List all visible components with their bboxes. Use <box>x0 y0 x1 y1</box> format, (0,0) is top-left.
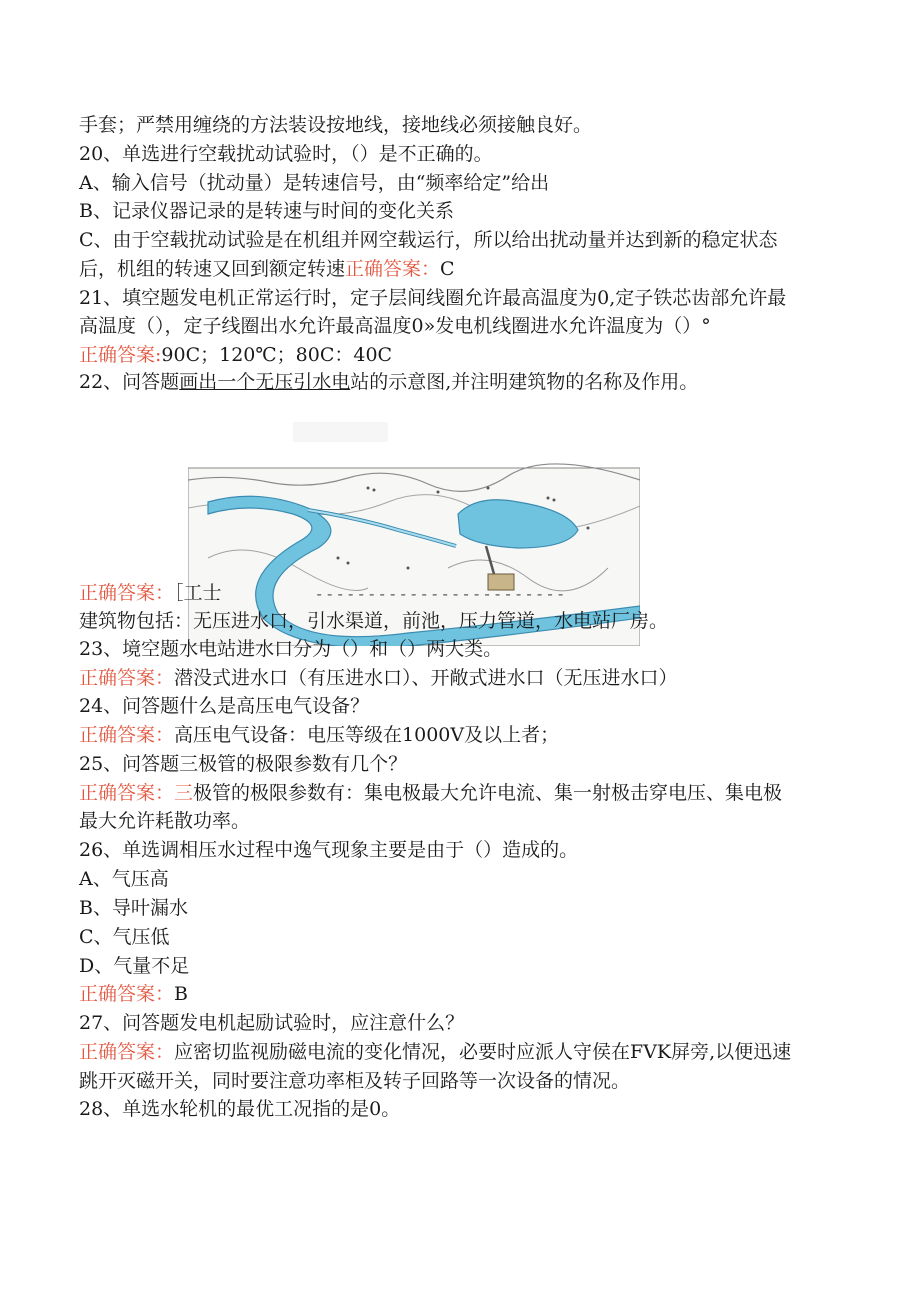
answer-26 <box>79 982 188 1006</box>
option-b <box>79 896 188 920</box>
option-c <box>79 925 170 949</box>
answer-label: 正确答案： <box>79 582 175 604</box>
text-line <box>79 113 592 137</box>
answer-25-cont <box>79 809 250 833</box>
answer-21 <box>79 343 392 367</box>
text: 28、单选水轮机的最优工况指的是0。 <box>79 1098 401 1120</box>
option-c-cont <box>79 257 455 281</box>
answer-label: 正确答案: <box>79 344 162 366</box>
answer-23 <box>79 666 678 690</box>
text: 26、单选调相压水过程中逸气现象主要是由于（）造成的。 <box>79 839 579 861</box>
text: 27、问答题发电机起励试验时，应注意什么？ <box>79 1012 465 1034</box>
question-26 <box>79 838 578 862</box>
answer-value: 潜没式进水口（有压进水口）、开敞式进水口（无压进水口） <box>174 667 678 689</box>
answer-label: 正确答案： <box>79 1041 175 1063</box>
text: 20、单选进行空载扰动试验时，（）是不正确的。 <box>79 143 493 165</box>
option-a <box>79 867 169 891</box>
answer-value: 90C；120℃；80C：40C <box>161 344 393 366</box>
question-21 <box>79 286 786 310</box>
question-22 <box>79 370 698 394</box>
option-d <box>79 954 189 978</box>
answer-value: 极管的极限参数有：集电极最大允许电流、集一射极击穿电压、集电极 <box>193 782 783 804</box>
text: 建筑物包括：无压进水口，引水渠道，前池，压力管道，水电站厂房。 <box>79 610 669 632</box>
text: 后，机组的转速又回到额定转速 <box>79 258 346 280</box>
answer-24 <box>79 723 559 747</box>
question-27 <box>79 1011 464 1035</box>
option-c <box>79 228 778 252</box>
answer-22 <box>79 581 563 606</box>
answer-first-char: 三 <box>174 782 194 804</box>
text: 21、填空题发电机正常运行时，定子层间线圈允许最高温度为0,定子铁芯齿部允许最 <box>79 287 787 309</box>
answer-value: 应密切监视励磁电流的变化情况，必要时应派人守侯在FVK屏旁,以便迅速 <box>174 1041 792 1063</box>
question-24 <box>79 694 369 718</box>
text: 23、境空题水电站进水口分为（）和（）两大类。 <box>79 638 503 660</box>
text: 手套；严禁用缠绕的方法装设按地线，接地线必须接触良好。 <box>79 114 593 136</box>
option-a <box>79 171 549 195</box>
text: 25、问答题三极管的极限参数有几个？ <box>79 753 408 775</box>
text: B、导叶漏水 <box>79 897 188 919</box>
text: 站的示意图,并注明建筑物的名称及作用。 <box>350 371 699 393</box>
text: 高温度（），定子线圈出水允许最高温度0»发电机线圈进水允许温度为（）° <box>79 315 711 337</box>
question-25 <box>79 752 407 776</box>
text: A、输入信号（扰动量）是转速信号，由“频率给定”给出 <box>79 172 550 194</box>
question-23 <box>79 637 502 661</box>
underlined-text: 画出一个无压引水电 <box>179 371 351 393</box>
dashed-line: - - - - - - - - - - - - - - - - - - - - - - - - <box>316 584 564 603</box>
answer-value: 高压电气设备：电压等级在1000V及以上者； <box>174 724 560 746</box>
text: B、记录仪器记录的是转速与时间的变化关系 <box>79 200 454 222</box>
text: 22、问答题 <box>79 371 180 393</box>
answer-value: B <box>174 983 188 1005</box>
answer-label: 正确答案： <box>79 724 175 746</box>
answer-label: 正确答案： <box>79 667 175 689</box>
answer-27 <box>79 1040 791 1064</box>
text: D、气量不足 <box>79 955 190 977</box>
text: 24、问答题什么是高压电气设备？ <box>79 695 370 717</box>
text: 跳开灭磁开关，同时要注意功率柜及转子回路等一次设备的情况。 <box>79 1070 631 1092</box>
answer-label: 正确答案： <box>79 782 175 804</box>
answer-label: 正确答案： <box>79 983 175 1005</box>
text: C、气压低 <box>79 926 170 948</box>
text: A、气压高 <box>79 868 169 890</box>
answer-22-note <box>79 609 668 633</box>
option-b <box>79 199 454 223</box>
answer-27-cont <box>79 1069 630 1093</box>
answer-label: 正确答案： <box>345 258 441 280</box>
question-21-cont <box>79 314 711 338</box>
answer-value: ［工士 <box>174 582 222 604</box>
text: 最大允许耗散功率。 <box>79 810 251 832</box>
text: C、由于空载扰动试验是在机组并网空载运行，所以给出扰动量并达到新的稳定状态 <box>79 229 778 251</box>
answer-value: C <box>440 258 455 280</box>
question-28 <box>79 1097 400 1121</box>
answer-25 <box>79 781 782 805</box>
question-20 <box>79 142 493 166</box>
